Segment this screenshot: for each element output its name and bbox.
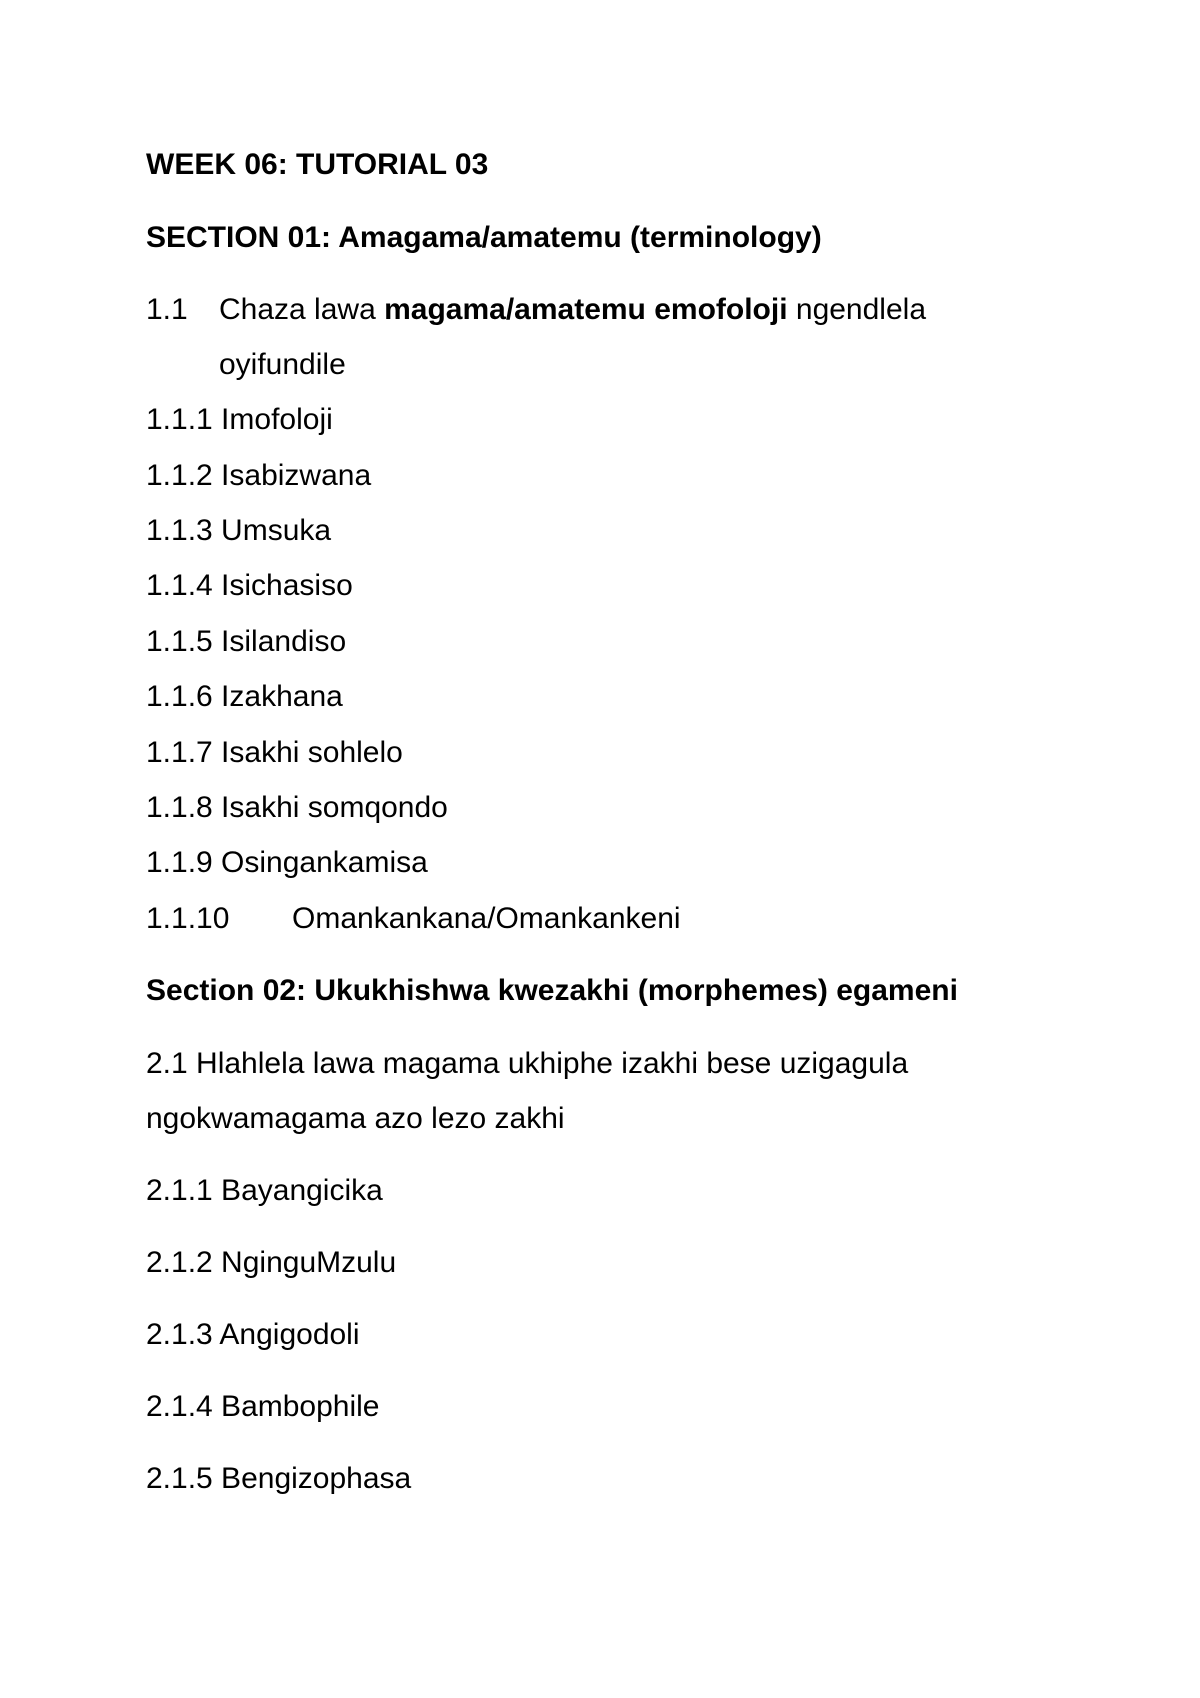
list-item: 1.1.5 Isilandiso (146, 625, 347, 658)
question-2-1-line2: ngokwamagama azo lezo zakhi (146, 1102, 565, 1135)
question-1-1-continuation: oyifundile (219, 348, 346, 381)
question-1-1 (146, 292, 926, 328)
list-item: 1.1.2 Isabizwana (146, 459, 372, 492)
list-item: 1.1.1 Imofoloji (146, 403, 333, 436)
question-1-1-text-before: Chaza lawa (219, 293, 385, 326)
list-item: 1.1.4 Isichasiso (146, 569, 353, 602)
list-item: 2.1.5 Bengizophasa (146, 1462, 412, 1495)
list-item: 2.1.3 Angigodoli (146, 1318, 360, 1351)
section-01-heading: SECTION 01: Amagama/amatemu (terminology) (146, 221, 822, 254)
list-item: 2.1.4 Bambophile (146, 1390, 380, 1423)
list-item: 1.1.8 Isakhi somqondo (146, 791, 448, 824)
list-item-1-1-10 (146, 901, 681, 937)
list-item: 1.1.9 Osingankamisa (146, 846, 428, 879)
document-title: WEEK 06: TUTORIAL 03 (146, 148, 489, 181)
list-item-number: 1.1.10 (146, 902, 230, 935)
list-item: 2.1.2 NginguMzulu (146, 1246, 397, 1279)
list-item: 1.1.3 Umsuka (146, 514, 332, 547)
list-item: 1.1.7 Isakhi sohlelo (146, 736, 403, 769)
question-2-1-line1: 2.1 Hlahlela lawa magama ukhiphe izakhi bese uzigagula (146, 1047, 909, 1080)
list-item: 2.1.1 Bayangicika (146, 1174, 383, 1207)
question-1-1-text-bold: magama/amatemu emofoloji (384, 293, 788, 326)
list-item-text: Omankankana/Omankankeni (292, 902, 681, 935)
question-1-1-text-after: ngendlela (787, 293, 927, 326)
list-item: 1.1.6 Izakhana (146, 680, 343, 713)
question-1-1-number: 1.1 (146, 293, 188, 326)
section-02-heading: Section 02: Ukukhishwa kwezakhi (morphemes) egameni (146, 974, 958, 1007)
